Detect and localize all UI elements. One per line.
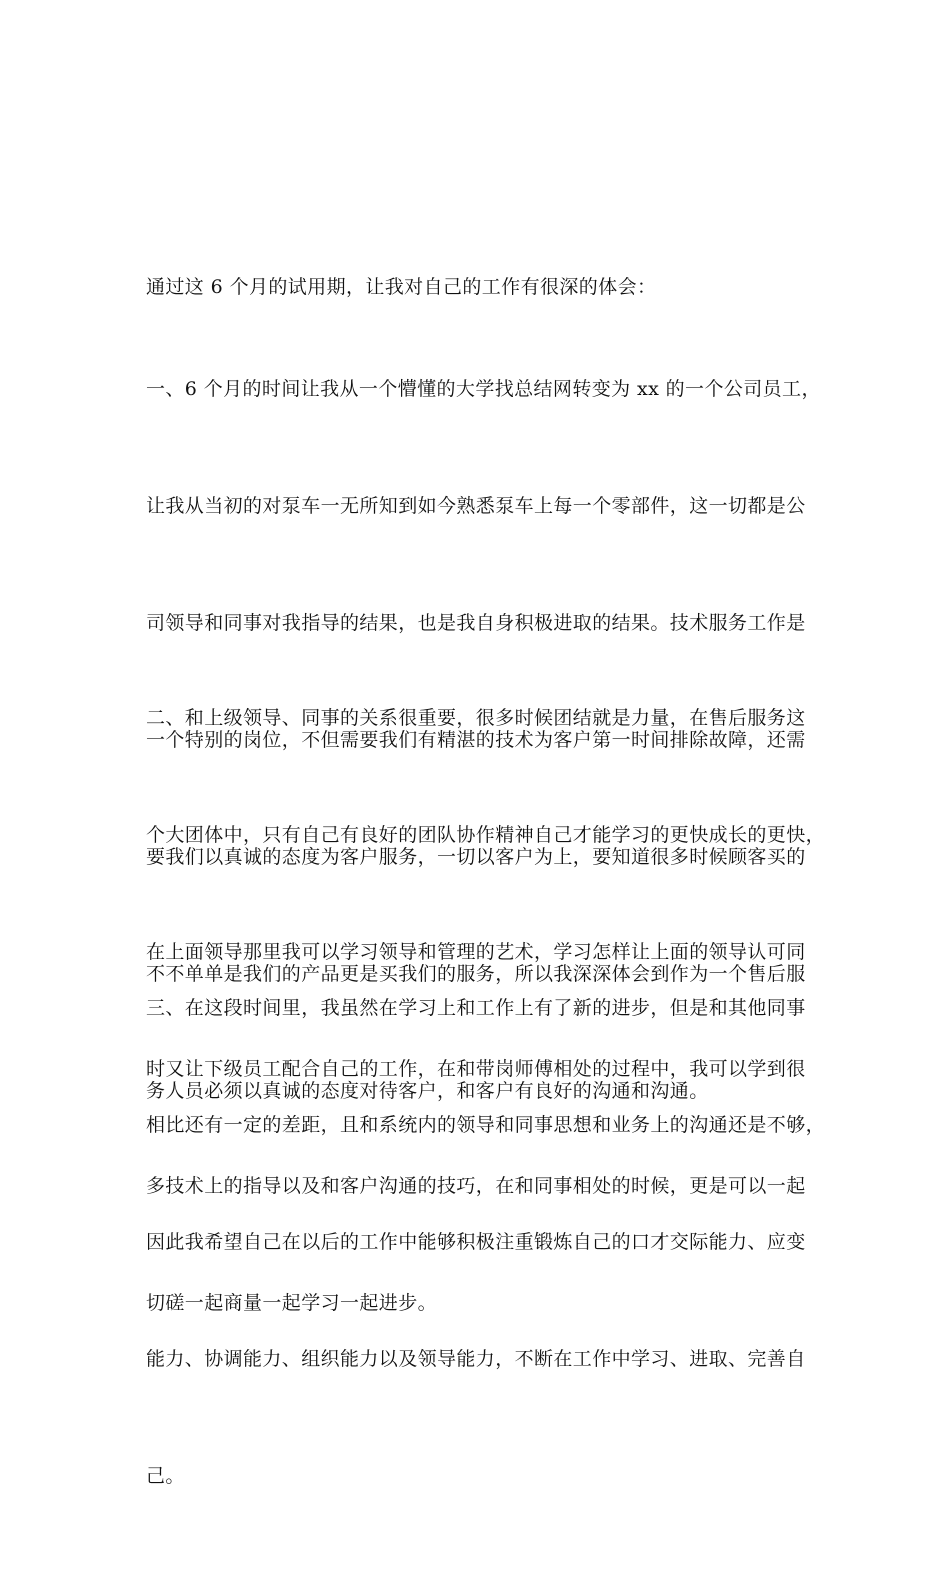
paragraph-line: 不不单单是我们的产品更是买我们的服务，所以我深深体会到作为一个售后服	[146, 963, 806, 985]
section-three-paragraph	[146, 911, 826, 1574]
paragraph-line: 司领导和同事对我指导的结果，也是我自身积极进取的结果。技术服务工作是	[146, 612, 806, 634]
paragraph-line: 二、和上级领导、同事的关系很重要，很多时候团结就是力量，在售后服务这	[146, 707, 806, 729]
paragraph-line: 能力、协调能力、组织能力以及领导能力，不断在工作中学习、进取、完善自	[146, 1348, 806, 1370]
paragraph-line: 切磋一起商量一起学习一起进步。	[146, 1292, 438, 1314]
paragraph-line: 务人员必须以真诚的态度对待客户，和客户有良好的沟通和沟通。	[146, 1080, 709, 1102]
paragraph-line: 让我从当初的对泵车一无所知到如今熟悉泵车上每一个零部件，这一切都是公	[146, 495, 806, 517]
paragraph-line: 要我们以真诚的态度为客户服务，一切以客户为上，要知道很多时候顾客买的	[146, 846, 806, 868]
paragraph-line: 一、6 个月的时间让我从一个懵懂的大学找总结网转变为 xx 的一个公司员工，	[146, 378, 821, 400]
paragraph-line: 一个特别的岗位，不但需要我们有精湛的技术为客户第一时间排除故障，还需	[146, 729, 806, 751]
paragraph-line: 己。	[146, 1465, 185, 1487]
paragraph-line: 因此我希望自己在以后的工作中能够积极注重锻炼自己的口才交际能力、应变	[146, 1231, 806, 1253]
paragraph-line: 相比还有一定的差距，且和系统内的领导和同事思想和业务上的沟通还是不够，	[146, 1114, 826, 1136]
paragraph-line: 多技术上的指导以及和客户沟通的技巧，在和同事相处的时候，更是可以一起	[146, 1175, 806, 1197]
paragraph-line: 个大团体中，只有自己有良好的团队协作精神自己才能学习的更快成长的更快，	[146, 824, 826, 846]
paragraph-line: 时又让下级员工配合自己的工作，在和带岗师傅相处的过程中，我可以学到很	[146, 1058, 806, 1080]
paragraph-line: 在上面领导那里我可以学习领导和管理的艺术，学习怎样让上面的领导认可同	[146, 941, 806, 963]
paragraph-line: 通过这 6 个月的试用期，让我对自己的工作有很深的体会：	[146, 276, 657, 298]
paragraph-line: 三、在这段时间里，我虽然在学习上和工作上有了新的进步，但是和其他同事	[146, 997, 806, 1019]
